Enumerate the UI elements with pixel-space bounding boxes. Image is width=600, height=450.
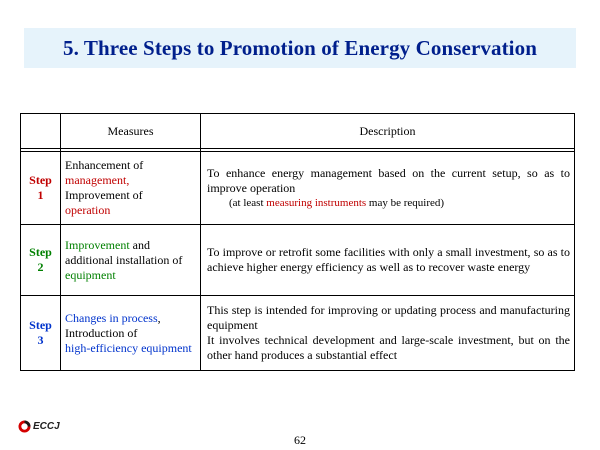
description-note — [207, 196, 570, 211]
measures-highlight: operation — [65, 203, 111, 217]
eccj-logo — [18, 420, 60, 433]
step-word: Step — [29, 245, 52, 259]
header-step-empty — [21, 114, 61, 149]
table-row — [21, 225, 575, 296]
step-label — [21, 225, 61, 296]
measures-highlight: Changes in process — [65, 310, 158, 325]
measures-cell — [61, 296, 201, 371]
step-word: Step — [29, 318, 52, 332]
note-text: (at least — [229, 196, 267, 209]
step-number: 3 — [37, 333, 44, 347]
step-label — [21, 296, 61, 371]
step-number: 1 — [37, 188, 44, 202]
header-description: Description — [201, 114, 575, 149]
steps-table — [20, 113, 575, 371]
measures-comma: , — [126, 173, 130, 187]
table-row — [21, 152, 575, 225]
description-text: This step is intended for improving or updating process and manufacturing equipment — [207, 303, 570, 332]
step-number: 2 — [37, 260, 44, 274]
eccj-logo-text: ECCJ — [33, 421, 60, 432]
measures-highlight: equipment — [65, 267, 116, 282]
measures-comma: , — [157, 310, 161, 325]
measures-highlight: high-efficiency equipment — [65, 340, 192, 355]
table-row — [21, 296, 575, 371]
measures-text: and additional installation of — [65, 237, 183, 267]
measures-highlight: management — [65, 173, 127, 187]
eccj-logo-icon — [18, 420, 31, 433]
measures-cell — [61, 152, 201, 225]
note-text: may be required) — [366, 196, 445, 209]
header-measures: Measures — [61, 114, 201, 149]
description-text: It involves technical development and large-scale investment, but on the other hand produces a substantial effect — [207, 333, 570, 362]
description-cell — [201, 296, 575, 371]
note-highlight: measuring instruments — [266, 196, 367, 209]
description-cell — [201, 152, 575, 225]
description-text: To enhance energy management based on the current setup, so as to improve operation — [207, 165, 570, 195]
table-header-row — [21, 114, 575, 149]
page-number: 62 — [294, 433, 306, 447]
description-cell — [201, 225, 575, 296]
measures-text: Enhancement of — [65, 158, 144, 172]
measures-text: Introduction of — [65, 325, 138, 340]
page-title: 5. Three Steps to Promotion of Energy Conservation — [63, 35, 537, 60]
step-word: Step — [29, 173, 52, 187]
step-label — [21, 152, 61, 225]
title-banner — [24, 28, 576, 68]
measures-cell — [61, 225, 201, 296]
measures-text: Improvement of — [65, 188, 143, 202]
description-text: To improve or retrofit some facilities with only a small investment, so as to achieve higher energy efficiency as well as to recover waste energy — [207, 245, 570, 274]
measures-highlight: Improvement — [65, 237, 130, 252]
